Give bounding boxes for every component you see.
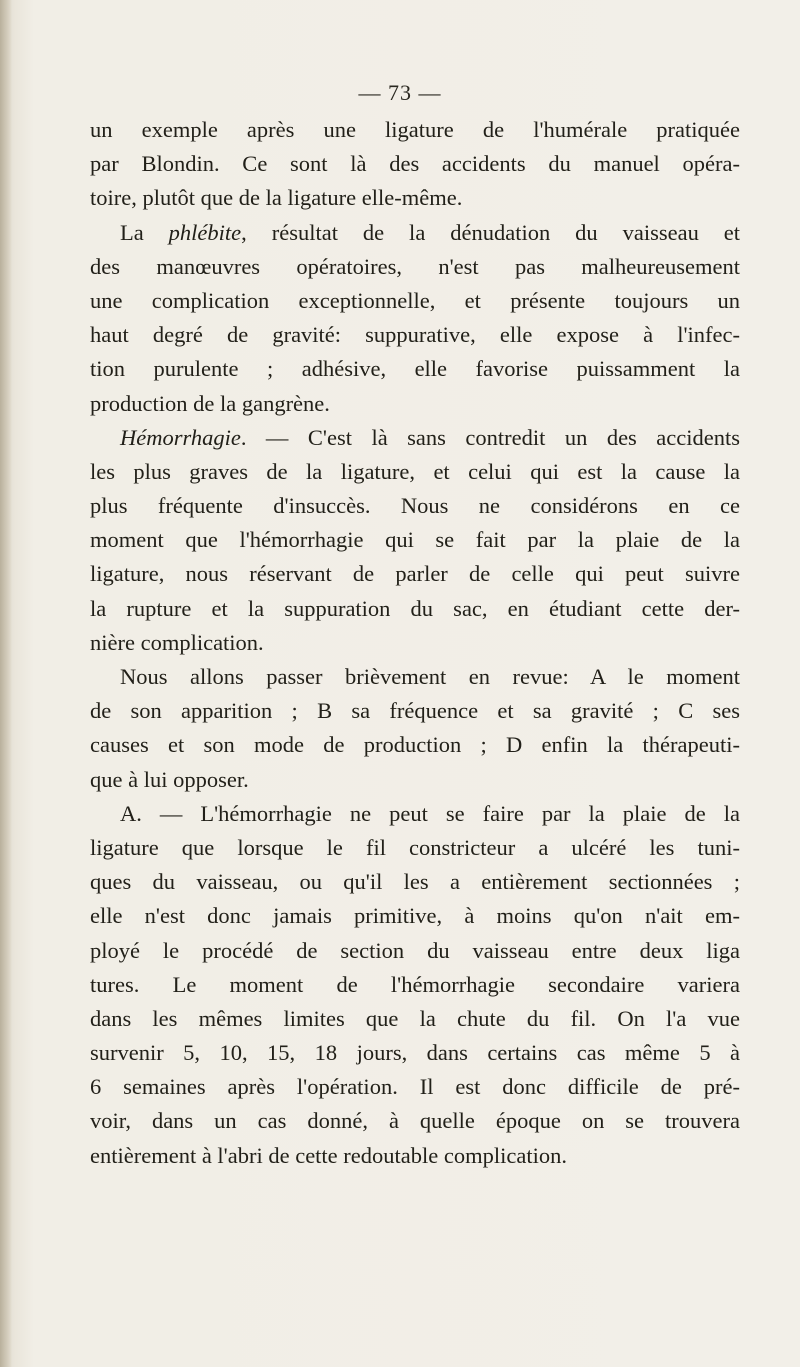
text-line: plus fréquente d'insuccès. Nous ne considérons en ce: [90, 493, 740, 519]
text-line: que à lui opposer.: [90, 766, 249, 792]
binding-shadow: [0, 0, 12, 1367]
text-line: entièrement à l'abri de cette redoutable complication.: [90, 1142, 567, 1168]
text-line: les plus graves de la ligature, et celui qui est la cause la: [90, 458, 740, 484]
text-line: ployé le procédé de section du vaisseau entre deux liga: [90, 937, 740, 963]
term-phlebite: phlébite: [168, 219, 242, 245]
text-line: une complication exceptionnelle, et présente toujours un: [90, 287, 740, 313]
text-line: La phlébite, résultat de la dénudation du vaisseau et: [120, 219, 740, 245]
text-line: nière complication.: [90, 629, 264, 655]
text-line: causes et son mode de production ; D enfin la thérapeuti-: [90, 732, 740, 758]
text-line: ligature que lorsque le fil constricteur a ulcéré les tuni-: [90, 834, 740, 860]
text-line: 6 semaines après l'opération. Il est donc difficile de pré-: [90, 1074, 740, 1100]
text-line: dans les mêmes limites que la chute du fil. On l'a vue: [90, 1005, 740, 1031]
term-hemorrhagie: Hémorrhagie: [120, 424, 241, 450]
text-line: un exemple après une ligature de l'humérale pratiquée: [90, 117, 740, 142]
text-line: par Blondin. Ce sont là des accidents du manuel opéra-: [90, 151, 740, 177]
text-line: ques du vaisseau, ou qu'il les a entièrement sectionnées ;: [90, 869, 740, 895]
text-line: ligature, nous réservant de parler de celle qui peut suivre: [90, 561, 740, 587]
text-line: tion purulente ; adhésive, elle favorise puissamment la: [90, 356, 740, 382]
text-line: de son apparition ; B sa fréquence et sa gravité ; C ses: [90, 698, 740, 724]
text-line: voir, dans un cas donné, à quelle époque on se trouvera: [90, 1108, 740, 1134]
text-line: A. — L'hémorrhagie ne peut se faire par la plaie de la: [120, 800, 740, 826]
text-line: survenir 5, 10, 15, 18 jours, dans certains cas même 5 à: [90, 1040, 740, 1066]
text-line: haut degré de gravité: suppurative, elle expose à l'infec-: [90, 322, 740, 348]
body-text: [90, 113, 740, 1173]
text-line: toire, plutôt que de la ligature elle-même.: [90, 185, 463, 211]
text-line: production de la gangrène.: [90, 390, 330, 416]
text-line: tures. Le moment de l'hémorrhagie secondaire variera: [90, 971, 740, 997]
text-line: la rupture et la suppuration du sac, en étudiant cette der-: [90, 595, 740, 621]
text-line: elle n'est donc jamais primitive, à moins qu'on n'ait em-: [90, 903, 740, 929]
page-number: — 73 —: [358, 80, 442, 105]
text-line: Nous allons passer brièvement en revue: A le moment: [120, 664, 740, 689]
text-line: des manœuvres opératoires, n'est pas malheureusement: [90, 253, 740, 279]
text-line: Hémorrhagie. — C'est là sans contredit un des accidents: [120, 424, 740, 450]
text-line: moment que l'hémorrhagie qui se fait par la plaie de la: [90, 527, 740, 553]
